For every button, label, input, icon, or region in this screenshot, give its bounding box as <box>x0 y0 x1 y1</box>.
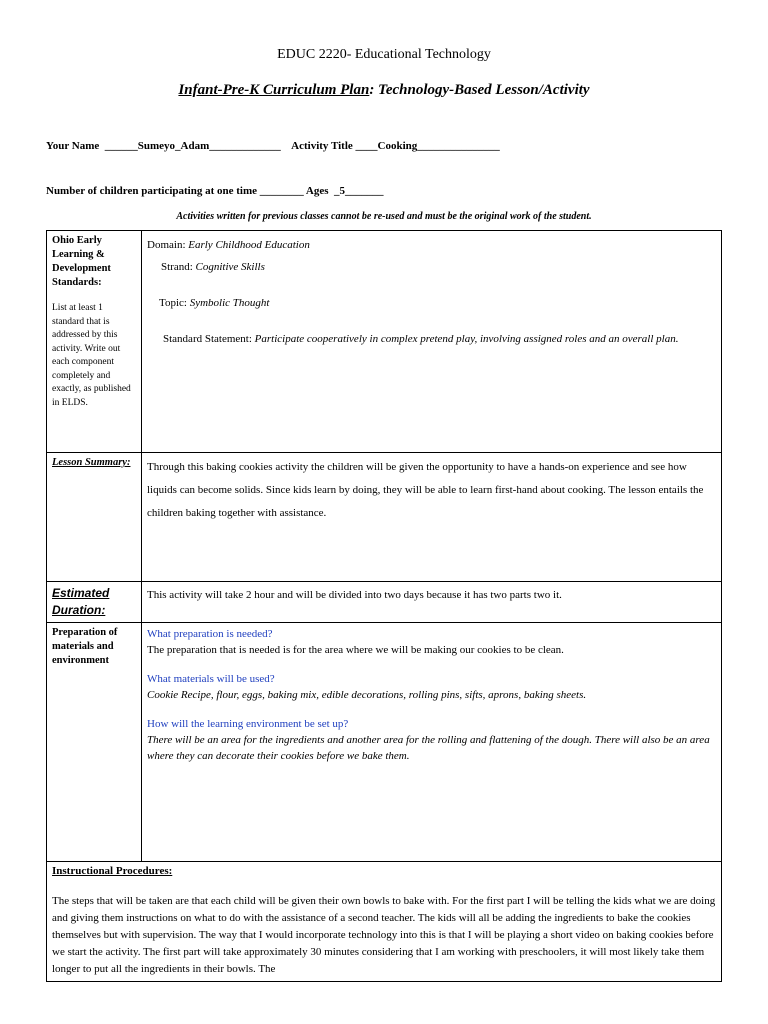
standards-instructions: List at least 1 standard that is addressed by this activity. Write out each component completely and exactly, as published in ELDS. <box>52 303 131 408</box>
strand-line <box>147 256 716 278</box>
topic-value: Symbolic Thought <box>189 297 270 309</box>
procedures-label: Instructional Procedures: <box>52 865 173 877</box>
domain-label: Domain: <box>147 239 189 251</box>
curriculum-plan-table <box>46 230 722 982</box>
plan-subtitle <box>0 82 768 99</box>
procedures-cell <box>47 862 722 982</box>
preparation-label-cell <box>47 623 142 862</box>
duration-label: Estimated Duration: <box>52 586 110 617</box>
statement-line <box>147 328 716 350</box>
summary-content-cell <box>142 453 722 582</box>
plan-subtitle-rest: : Technology-Based Lesson/Activity <box>369 82 590 98</box>
standards-label-cell <box>47 231 142 453</box>
preparation-content-cell <box>142 623 722 862</box>
procedures-text: The steps that will be taken are that each child will be given their own bowls to bake with. For the first part I will be telling the kids what we are doing and giving them instructions on what to do with the assistance of a second teacher. The kids will all be adding the ingredients to bake the cookies themselves but with supervision. The way that I would incorporate technology into this is that I will be playing a short video on baking cookies before we start the activity. The first part will take approximately 30 minutes considering that I am working with preschoolers, it will most likely take them longer to put all the ingredients in their bowls. The <box>52 895 716 975</box>
topic-line <box>147 292 716 314</box>
originality-notice: Activities written for previous classes cannot be re-used and must be the original work of the student. <box>176 211 592 222</box>
duration-row <box>47 582 722 623</box>
duration-content-cell <box>142 582 722 623</box>
prep-answer-environment: There will be an area for the ingredients and another area for the rolling and flattening of the dough. There will also be an area where they can decorate their cookies before we bake them. <box>147 734 710 762</box>
duration-label-cell <box>47 582 142 623</box>
standards-label: Ohio Early Learning & Development Standards: <box>52 235 111 288</box>
statement-label: Standard Statement: <box>163 333 255 345</box>
standards-content-cell <box>142 231 722 453</box>
prep-answer-materials: Cookie Recipe, flour, eggs, baking mix, edible decorations, rolling pins, sifts, aprons, baking sheets. <box>147 689 587 701</box>
prep-question-environment: How will the learning environment be set up? <box>147 718 349 730</box>
children-ages-row: Number of children participating at one time ________ Ages _5_______ <box>46 185 384 197</box>
course-title: EDUC 2220- Educational Technology <box>277 47 491 62</box>
summary-row <box>47 453 722 582</box>
strand-label: Strand: <box>161 261 196 273</box>
name-activity-row: Your Name ______Sumeyo_Adam_____________ Activity Title ____Cooking_______________ <box>46 140 500 152</box>
statement-value: Participate cooperatively in complex pretend play, involving assigned roles and an overall plan. <box>254 333 679 345</box>
strand-value: Cognitive Skills <box>195 261 265 273</box>
summary-label-cell <box>47 453 142 582</box>
prep-question-materials: What materials will be used? <box>147 673 275 685</box>
procedures-row <box>47 862 722 982</box>
standards-row <box>47 231 722 453</box>
preparation-label: Preparation of materials and environment <box>52 627 118 666</box>
prep-question-needed: What preparation is needed? <box>147 628 273 640</box>
summary-label: Lesson Summary: <box>52 457 131 468</box>
duration-text: This activity will take 2 hour and will be divided into two days because it has two parts two it. <box>147 589 562 601</box>
preparation-row <box>47 623 722 862</box>
plan-subtitle-main: Infant-Pre-K Curriculum Plan <box>178 82 370 98</box>
prep-answer-needed: The preparation that is needed is for the area where we will be making our cookies to be clean. <box>147 644 564 656</box>
domain-value: Early Childhood Education <box>188 239 310 251</box>
summary-text: Through this baking cookies activity the children will be given the opportunity to have a hands-on experience and see how liquids can become solids. Since kids learn by doing, they will be able to learn first-hand about cooking. The lesson entails the children baking together with assistance. <box>147 461 704 519</box>
topic-label: Topic: <box>159 297 190 309</box>
domain-line <box>147 234 716 256</box>
